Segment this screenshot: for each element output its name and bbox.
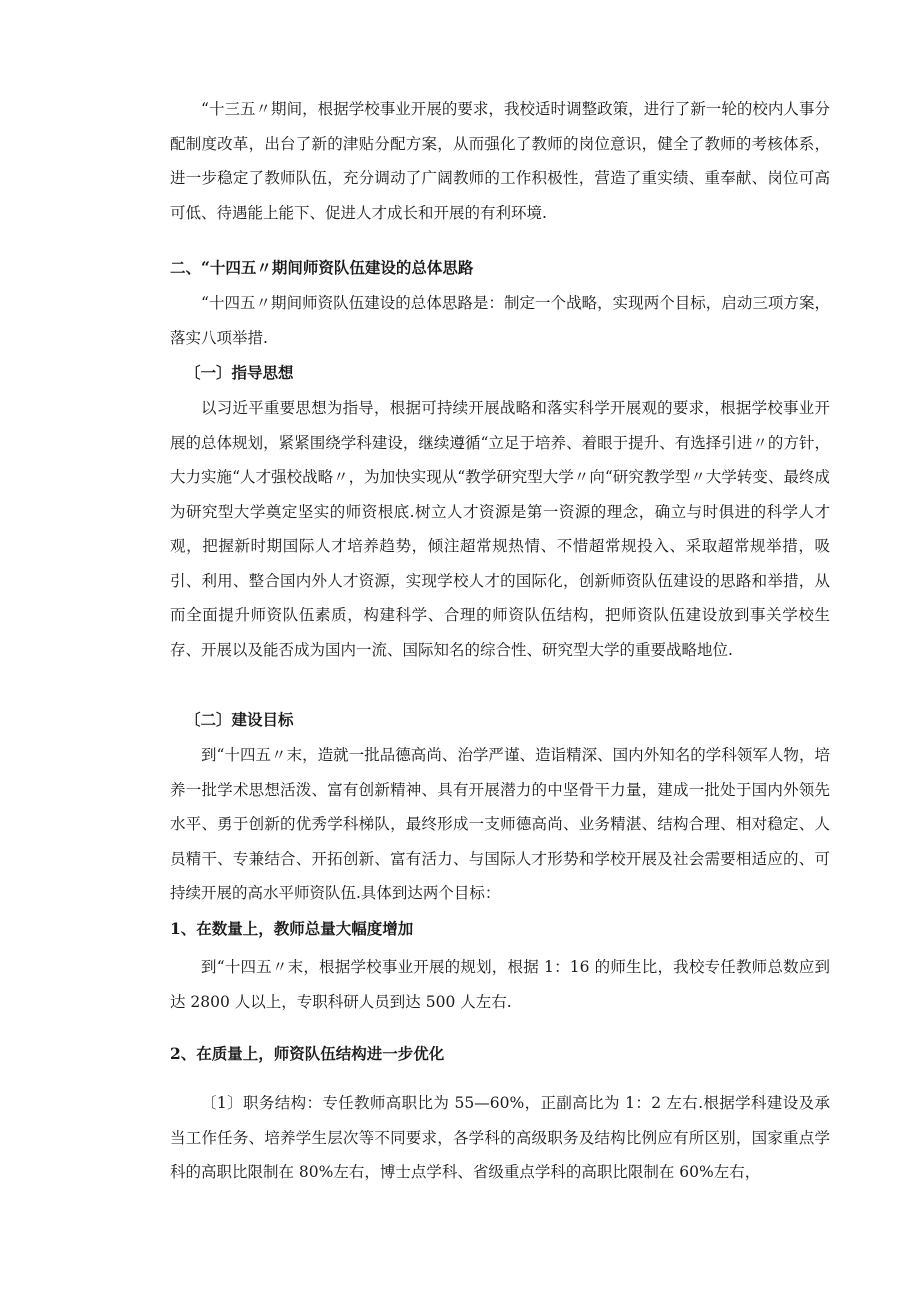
section-2-paragraph: “十四五〃期间师资队伍建设的总体思路是：制定一个战略，实现两个目标，启动三项方案，落实八项举措. (170, 294, 830, 347)
section-2-heading: 二、“十四五〃期间师资队伍建设的总体思路 (170, 258, 474, 277)
subsection-2-paragraph: 到“十四五〃末，造就一批品德高尚、治学严谨、造诣精深、国内外知名的学科领军人物，培养一批学术思想活泼、富有创新精神、具有开展潜力的中坚骨干力量，建成一批处于国内外领先水平、勇于创新的优秀学科梯队，最终形成一支师德高尚、业务精湛、结构合理、相对稳定、人员精干、专兼结合、开拓创新、富有活力、与国际人才形势和学校开展及社会需要相适应的、可持续开展的高水平师资队伍.具体到达两个目标： (170, 746, 830, 902)
goal-1-paragraph: 到“十四五〃末，根据学校事业开展的规划，根据 1：16 的师生比，我校专任教师总数应到达 2800 人以上，专职科研人员到达 500 人左右. (170, 958, 830, 1011)
subsection-2-heading: 〔二〕建设目标 (185, 710, 294, 729)
intro-paragraph: “十三五〃期间，根据学校事业开展的要求，我校适时调整政策，进行了新一轮的校内人事分配制度改革，出台了新的津贴分配方案，从而强化了教师的岗位意识，健全了教师的考核体系，进一步稳定了教师队伍，充分调动了广阔教师的工作积极性，营造了重实绩、重奉献、岗位可高可低、待遇能上能下、促进人才成长和开展的有利环境. (170, 100, 830, 222)
goal-1-heading: 1、在数量上，教师总量大幅度增加 (170, 919, 414, 938)
subsection-1-paragraph: 以习近平重要思想为指导，根据可持续开展战略和落实科学开展观的要求，根据学校事业开展的总体规划，紧紧围绕学科建设，继续遵循“立足于培养、着眼于提升、有选择引进〃的方针，大力实施“人才强校战略〃，为加快实现从“教学研究型大学〃向“研究教学型〃大学转变、最终成为研究型大学奠定坚实的师资根底.树立人才资源是第一资源的理念，确立与时俱进的科学人才观，把握新时期国际人才培养趋势，倾注超常规热情、不惜超常规投入、采取超常规举措，吸引、利用、整合国内外人才资源，实现学校人才的国际化，创新师资队伍建设的思路和举措，从而全面提升师资队伍素质，构建科学、合理的师资队伍结构，把师资队伍建设放到事关学校生存、开展以及能否成为国内一流、国际知名的综合性、研究型大学的重要战略地位. (170, 399, 830, 659)
goal-2-paragraph: 〔1〕职务结构：专任教师高职比为 55—60%，正副高比为 1：2 左右.根据学科建设及承当工作任务、培养学生层次等不同要求，各学科的高级职务及结构比例应有所区别，国家重点学科的高职比限制在 80%左右，博士点学科、省级重点学科的高职比限制在 60%左右， (170, 1094, 830, 1181)
subsection-1-heading: 〔一〕指导思想 (185, 363, 294, 382)
goal-2-heading: 2、在质量上，师资队伍结构进一步优化 (170, 1044, 445, 1063)
